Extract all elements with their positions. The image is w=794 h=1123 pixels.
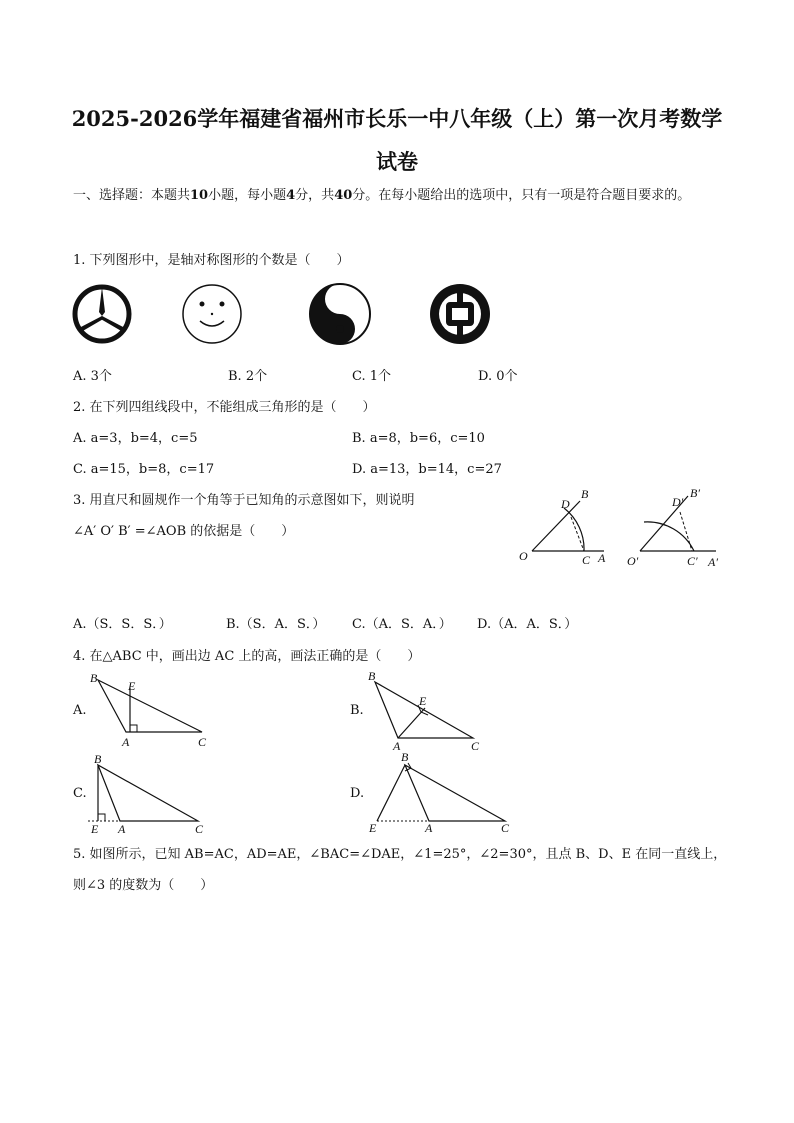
vertex-a: A [118,822,126,836]
q2-option-d[interactable]: D. a=13，b=14，c=27 [352,462,502,477]
vertex-c: C [195,822,204,836]
section-text: 分。在每小题给出的选项中，只有一项是符合题目要求的。 [352,188,691,203]
vertex-e: E [91,822,99,836]
vertex-b: B [368,669,376,683]
q1-option-b[interactable]: B. 2个 [228,369,268,384]
section-text: 一、选择题：本题共 [73,188,191,203]
vertex-e: E [369,821,377,835]
label-d: D [561,497,570,511]
q4-option-a[interactable]: A. [73,703,87,718]
q1-option-d[interactable]: D. 0个 [478,369,518,384]
label-b-prime: B′ [690,486,700,500]
vertex-a: A [122,735,130,749]
section-text: 小题，每小题 [208,188,287,203]
label-a-prime: A′ [708,555,718,569]
q2-option-b[interactable]: B. a=8，b=6，c=10 [352,431,485,446]
q2-stem: 2. 在下列四组线段中，不能组成三角形的是（ ） [73,400,376,415]
label-b: B [581,487,589,501]
page-title-line2: 试卷 [376,149,418,174]
q4-figure-a [90,670,220,750]
vertex-b: B [401,750,409,764]
label-c-prime: C′ [687,554,698,568]
vertex-c: C [198,735,207,749]
q3-option-d[interactable]: D.（A．A．S．） [477,617,578,632]
q4-figure-c [88,750,218,835]
q4-stem: 4. 在△ABC 中，画出边 AC 上的高，画法正确的是（ ） [73,649,421,664]
q3-stem-line2: ∠A′ O′ B′ =∠AOB 的依据是（ ） [73,524,295,539]
q3-figure-original [514,484,614,569]
points-each: 4 [286,188,296,203]
q3-option-b[interactable]: B.（S．A．S．） [226,617,326,632]
q4-figure-d [365,750,515,835]
q5-stem-line2: 则∠3 的度数为（ ） [73,878,214,893]
vertex-e: E [419,694,427,708]
vertex-a: A [393,739,401,753]
q4-option-d[interactable]: D. [350,786,365,801]
q1-stem: 1. 下列图形中，是轴对称图形的个数是（ ） [73,253,350,268]
vertex-c: C [501,821,510,835]
q3-figure-copy [624,484,734,569]
q3-stem-line1: 3. 用直尺和圆规作一个角等于已知角的示意图如下，则说明 [73,493,415,508]
q1-option-a[interactable]: A. 3个 [73,369,112,384]
q1-option-c[interactable]: C. 1个 [352,369,392,384]
q4-option-b[interactable]: B. [350,703,364,718]
label-a: A [598,551,606,565]
smiley-face-icon [180,282,244,346]
q3-option-c[interactable]: C.（A．S．A．） [352,617,452,632]
label-c: C [582,553,591,567]
q2-option-c[interactable]: C. a=15，b=8，c=17 [73,462,215,477]
q2-option-a[interactable]: A. a=3，b=4，c=5 [73,431,198,446]
label-d-prime: D′ [672,495,684,509]
question-count: 10 [190,188,209,203]
vertex-b: B [94,752,102,766]
label-o-prime: O′ [627,554,639,568]
label-o: O [519,549,528,563]
vertex-b: B [90,671,98,685]
vertex-e: E [128,679,136,693]
mercedes-logo-icon [70,282,134,346]
q5-stem-line1: 5. 如图所示，已知 AB=AC，AD=AE，∠BAC=∠DAE，∠1=25°，∠2=30°，且点 B、D、E 在同一直线上， [73,847,727,862]
yin-yang-icon [307,281,373,347]
q4-option-c[interactable]: C. [73,786,87,801]
vertex-a: A [425,821,433,835]
section-text: 分，共 [295,188,335,203]
bank-of-china-logo-icon [428,282,492,346]
q3-option-a[interactable]: A.（S．S．S．） [73,617,172,632]
points-total: 40 [334,188,353,203]
q4-figure-b [365,668,505,753]
vertex-c: C [471,739,480,753]
page-title: 2025-2026学年福建省福州市长乐一中八年级（上）第一次月考数学 [71,106,723,131]
section-heading [73,183,723,209]
